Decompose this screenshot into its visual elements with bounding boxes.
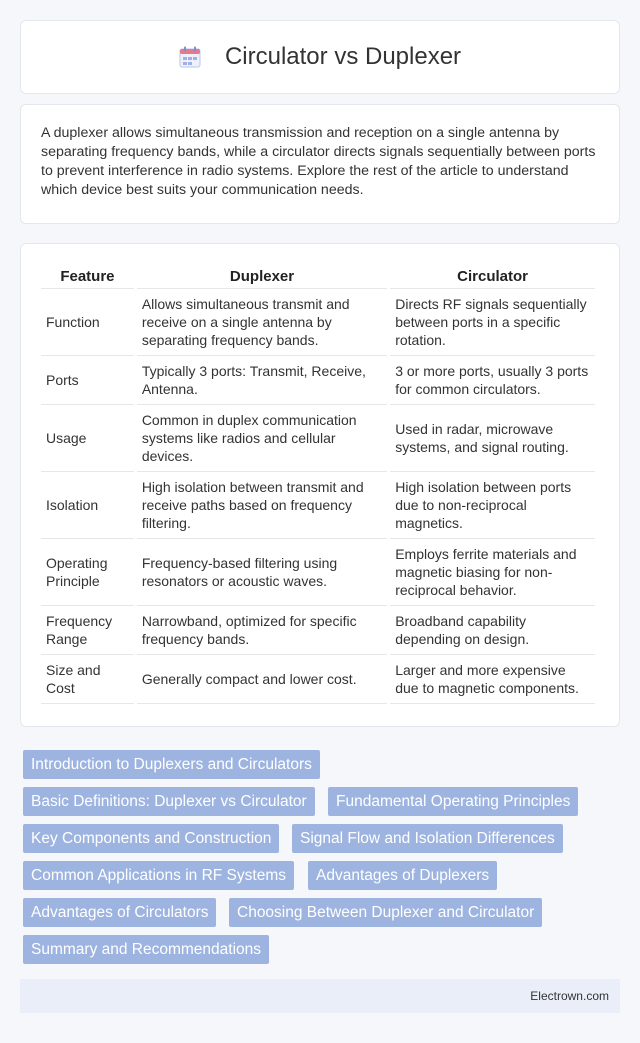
duplexer-cell: Typically 3 ports: Transmit, Receive, Antenna. xyxy=(137,356,387,405)
circulator-cell: Broadband capability depending on design. xyxy=(390,606,595,655)
feature-cell: Isolation xyxy=(41,472,134,539)
tag-advantages-circulators[interactable]: Advantages of Circulators xyxy=(23,898,216,927)
tag-signal-flow[interactable]: Signal Flow and Isolation Differences xyxy=(292,824,563,853)
footer-brand[interactable]: Electrown.com xyxy=(530,989,609,1003)
feature-cell: Frequency Range xyxy=(41,606,134,655)
duplexer-cell: Generally compact and lower cost. xyxy=(137,655,387,704)
intro-card xyxy=(20,104,620,224)
tag-key-components[interactable]: Key Components and Construction xyxy=(23,824,279,853)
circulator-cell: Larger and more expensive due to magnetic components. xyxy=(390,655,595,704)
tag-common-applications[interactable]: Common Applications in RF Systems xyxy=(23,861,294,890)
tag-choosing[interactable]: Choosing Between Duplexer and Circulator xyxy=(229,898,542,927)
feature-cell: Size and Cost xyxy=(41,655,134,704)
comparison-table xyxy=(38,264,598,704)
header-card xyxy=(20,20,620,94)
duplexer-cell: Frequency-based filtering using resonators or acoustic waves. xyxy=(137,539,387,606)
table-row xyxy=(41,472,595,539)
calendar-icon xyxy=(179,46,201,68)
duplexer-cell: High isolation between transmit and receive paths based on frequency filtering. xyxy=(137,472,387,539)
table-row xyxy=(41,289,595,356)
circulator-cell: 3 or more ports, usually 3 ports for common circulators. xyxy=(390,356,595,405)
feature-cell: Operating Principle xyxy=(41,539,134,606)
comparison-card xyxy=(20,243,620,727)
feature-cell: Ports xyxy=(41,356,134,405)
circulator-cell: Directs RF signals sequentially between ports in a specific rotation. xyxy=(390,289,595,356)
circulator-cell: Employs ferrite materials and magnetic biasing for non-reciprocal behavior. xyxy=(390,539,595,606)
page-title: Circulator vs Duplexer xyxy=(224,43,462,70)
header-feature: Feature xyxy=(41,264,134,289)
table-row xyxy=(41,606,595,655)
tag-basic-definitions[interactable]: Basic Definitions: Duplexer vs Circulator xyxy=(23,787,315,816)
tag-operating-principles[interactable]: Fundamental Operating Principles xyxy=(328,787,578,816)
circulator-cell: High isolation between ports due to non-reciprocal magnetics. xyxy=(390,472,595,539)
duplexer-cell: Narrowband, optimized for specific frequency bands. xyxy=(137,606,387,655)
header-circulator: Circulator xyxy=(390,264,595,289)
tag-introduction[interactable]: Introduction to Duplexers and Circulators xyxy=(23,750,320,779)
table-row xyxy=(41,405,595,472)
table-row xyxy=(41,539,595,606)
header-duplexer: Duplexer xyxy=(137,264,387,289)
feature-cell: Function xyxy=(41,289,134,356)
footer xyxy=(20,979,620,1013)
feature-cell: Usage xyxy=(41,405,134,472)
intro-text: A duplexer allows simultaneous transmission and reception on a single antenna by separating frequency bands, while a circulator directs signals sequentially between ports to prevent interference in radio systems. Explore the rest of the article to understand which device best suits your communication needs. xyxy=(41,125,596,198)
tag-summary[interactable]: Summary and Recommendations xyxy=(23,935,269,964)
duplexer-cell: Common in duplex communication systems like radios and cellular devices. xyxy=(137,405,387,472)
table-row xyxy=(41,655,595,704)
table-row xyxy=(41,356,595,405)
tag-advantages-duplexers[interactable]: Advantages of Duplexers xyxy=(308,861,497,890)
duplexer-cell: Allows simultaneous transmit and receive on a single antenna by separating frequency bands. xyxy=(137,289,387,356)
circulator-cell: Used in radar, microwave systems, and signal routing. xyxy=(390,405,595,472)
